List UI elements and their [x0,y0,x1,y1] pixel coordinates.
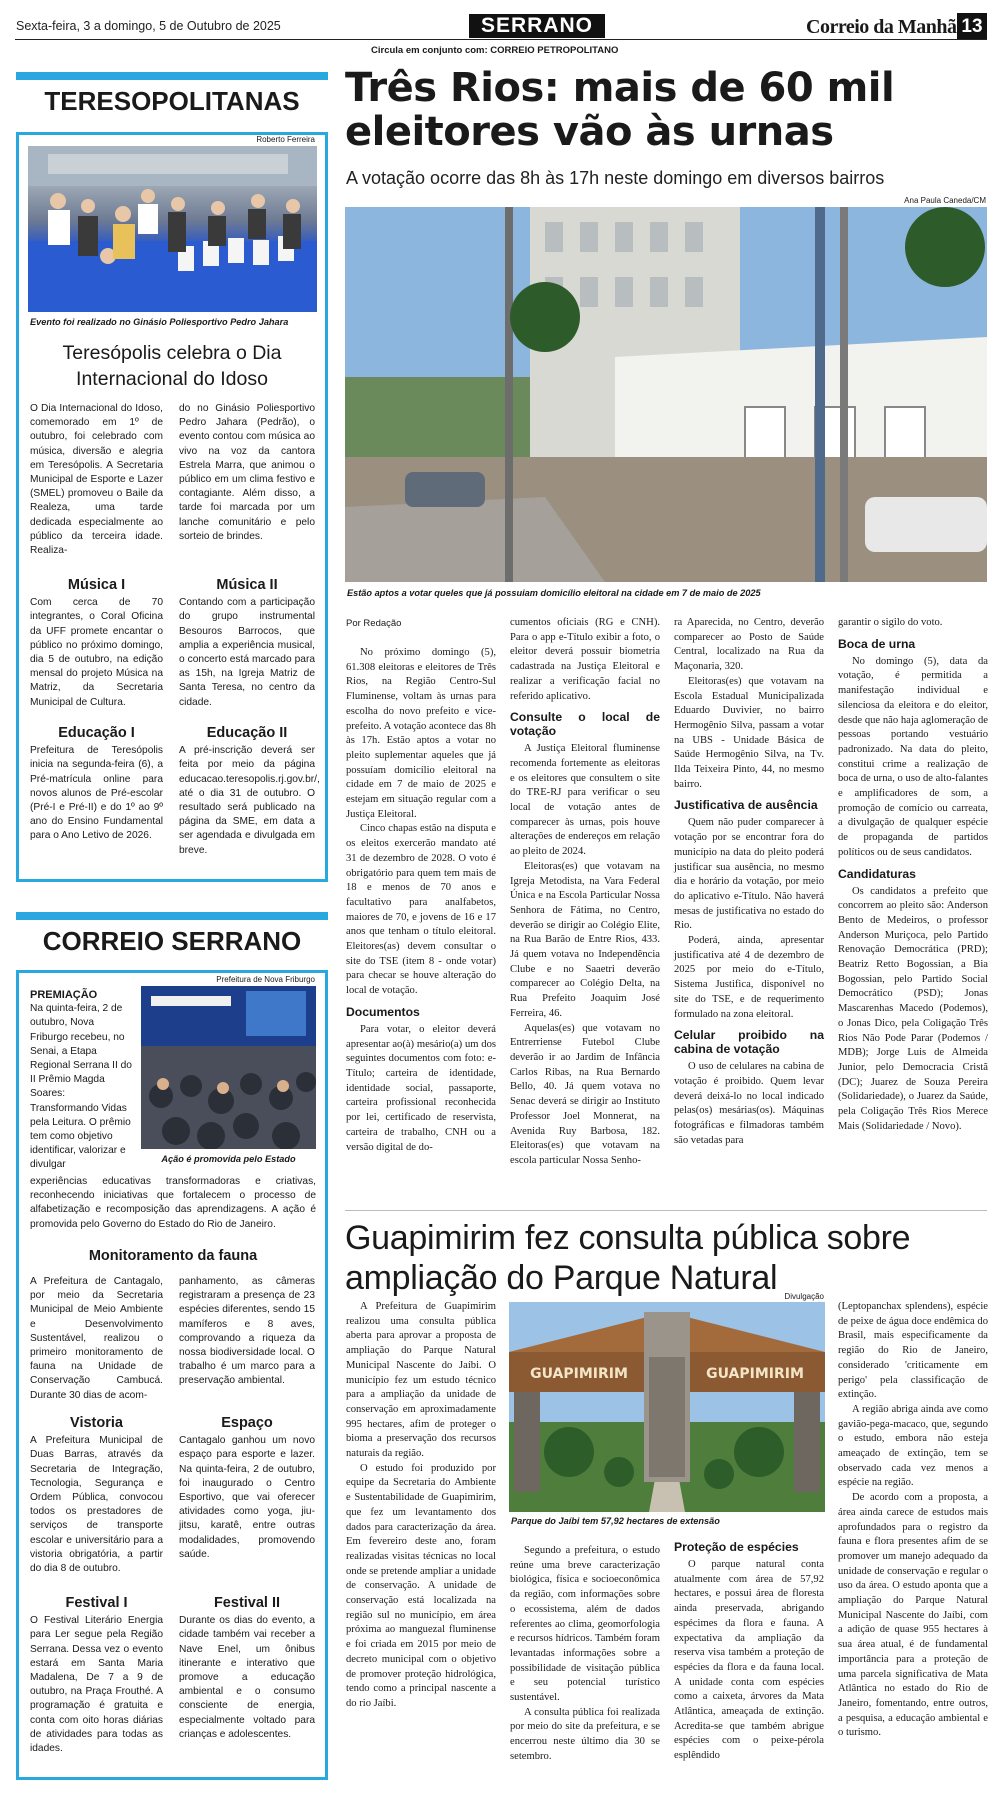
teresopolitanas-title: TERESOPOLITANAS [44,86,300,116]
photo-caption: Evento foi realizado no Ginásio Poliesportivo Pedro Jahara [30,317,289,327]
second-headline: Guapimirim fez consulta pública sobre ampliação do Parque Natural [345,1219,911,1297]
premiacao-brief-cont: experiências educativas transformadoras e criativas, reconhecendo iniciativas que fortalecem o processo de alfabetização e recomposição das aprendizagens. A ação é promovida pelo Governo do Estado do Rio de Janeiro. [30,1176,316,1230]
fauna-col-a: A Prefeitura de Cantagalo, por meio da Secretaria Municipal de Meio Ambiente e Desenvolvimento Sustentável, realizou o primeiro monitoramento de fauna na Unidade de Conservação Cambucá. Durante 30 dias de acom- [30,1276,163,1401]
header-rule [15,39,987,40]
idoso-headline: Teresópolis celebra o Dia Internacional do Idoso [62,342,282,390]
main-col-2: cumentos oficiais (RG e CNH). Para o app e-Título exibir a foto, o eleitor deverá possuir biometria cadastrada na Justiça Eleitoral e realizar a verificação facial no referido aplicativo. Consulte o local de votação A Justiça Eleitoral fluminense recomenda fortemente as eleitoras e os eleitores que consultem o site do TRE-RJ para verificar o seu local de votação antes de comparecer às urnas, pois houve alterações de endereços em relação ao pleito de 2024. Eleitoras(es) que votavam na Igreja Metodista, na Vara Federal Única e na Escola Particular Nossa Senhora de Fátima, no Centro, deverão se dirigir ao Colégio Elite, na Rua Barão de Entre Rios, 433. Já quem votava no Independência Clube e no Saaetri deverão comparecer ao Colégio Delta, na Rua Prefeito Joaquim José Ferreira, 46. Aquelas(es) que votavam no Entrerriense Futebol Clube deverão ir ao Jardim de Infância Carlos Ribas, na Rua Bernardo Bello, 40. Já quem votava no Senac deverá se dirigir ao Instituto Professor Joel Monnerat, na Avenida Ruy Barbosa, 182. Eleitoras(es) que votavam na escola particular Nossa Senho- [510,617,660,1166]
second-col-2: Segundo a prefeitura, o estudo reúne uma breve caracterização biológica, física e socioeconômica da região, com informações sobre o ecossistema, além de dados referentes ao clima, geomorfologia e recursos hídricos. Também foram levantadas informações sobre a possibilidade de visitação pública e seu potencial turístico sustentável. A consulta pública foi realizada por meio do site da prefeitura, e se encerrou neste último dia 30 se setembro. [510,1545,660,1762]
premiacao-photo [141,986,316,1149]
teresopolitanas-top-bar [16,72,328,80]
photo-credit: Roberto Ferreira [256,135,315,144]
photo-caption: Parque do Jaíbi tem 57,92 hectares de extensão [511,1516,720,1526]
brand-logo: Correio da Manhã [806,16,957,38]
second-col-3: Proteção de espécies O parque natural conta atualmente com área de 57,92 hectares, e possui área de floresta ainda preservada, abrigando espécimes da flora e fauna. A expectativa da ampliação da reserva visa também a proteção de espécies da flora e da fauna local. A unidade conta com espécies como a caixeta, árvores da Mata Atlântica, ameaçada de extinção. Acredita-se que também abrigue espécies com o peixe-pérola esplêndido [674,1540,824,1762]
tres-rios-street-photo [345,207,987,582]
educacao-i-brief: Educação I Prefeitura de Teresópolis inicia na segunda-feira (6), a Pré-matrícula online para novos alunos de Pré-escolar (Pré-I e Pré-II) e do 1º ao 9º ano do Ensino Fundamental para o Ano Letivo de 2026. [30,725,163,842]
fauna-col-b: panhamento, as câmeras registraram a presença de 23 espécies diferentes, sendo 15 mamíferos e 8 aves, comprovando a riqueza da nossa biodiversidade local. O trabalho é um marco para a preservação ambiental. [179,1276,315,1387]
idoso-event-photo [28,146,317,312]
musica-ii-brief: Música II Contando com a participação do grupo instrumental Besouros Barrocos, que amplia a experiência musical, o concerto está marcado para as 15h, na Igreja Matriz de Santa Teresa, no centro da cidade. [179,577,315,708]
main-col-4: garantir o sigilo do voto. Boca de urna No domingo (5), data da votação, é permitida a manifestação individual e silenciosa da eleitora e do eleitor, desde que não haja aglomeração de pessoas portando vestuário padronizado. Na data do pleito, constitui crime a realização de boca de urna, o uso de alto-falantes e amplificadores de som, a promoção de comício ou carreata, a divulgação de qualquer espécie de propaganda de partidos políticos ou de seus candidatos. Candidaturas Os candidatos a prefeito que concorrem ao pleito são: Anderson Bento de Medeiros, o professor Anderson Muriçoca, pelo Partido Renovação Democrática (PRD); Beatriz Retto Bogossian, a Bia Bogossian, pelo Partido Social Democrático (PSD); Jonas Mascarenhas Macedo (Podemos), o Jonas Dico, pela Coligação Três Rios Não Pode Parar (Podemos / MDB); Jorge Luis de Almeida Junior, pelo Democracia Cristã (DC); Juarez de Souza Pereira (Solidariedade), o Juarez da Saúde, pela Coligação Três Rios Merece Mais (Solidariedade / Novo). [838,617,988,1132]
photo-caption: Estão aptos a votar queles que já possuiam domicílio eleitoral na cidade em 7 de maio de 2025 [347,588,761,598]
idoso-lead-col-b: do no Ginásio Poliesportivo Pedro Jahara (Pedrão), o evento contou com música ao vivo na voz da cantora Estrela Marra, que animou o público em um clima festivo e contagiante. Além disso, a tarde foi marcada por um lanche comunitário e pelo sorteio de brindes. [179,403,315,542]
main-col-1: No próximo domingo (5), 61.308 eleitoras e eleitores de Três Rios, na Região Centro-Sul Fluminense, voltam às urnas para escolha do novo prefeito e vice-prefeito. A votação acontece das 8h às 17h. Estão aptos a votar no pleito suplementar aqueles que já possuíam domicílio eleitoral na cidade em 7 de maio de 2025 e estejam em situação regular com a Justiça Eleitoral. Cinco chapas estão na disputa e os eleitos exercerão mandato até 31 de dezembro de 2028. O voto é obrigatório para quem tem mais de 18 e menos de 70 anos e facultativo para analfabetos, maiores de 70, e jovens de 16 e 17 anos que tenham o título eleitoral. Eleitores(as) devem consultar o site do TSE (item 8 - onde votar) para checar se houve alteração do local de votação. Documentos Para votar, o eleitor deverá apresentar ao(à) mesário(a) um dos seguintes documentos com foto: e-Título; carteira de identidade, identidade social, passaporte, carteira profissional reconhecida por lei, certificado de reservista, carteira de trabalho, CNH ou a versão digital de do- [346,647,497,1153]
photo-credit: Divulgação [784,1292,824,1301]
premiacao-label: PREMIAÇÃO [30,989,98,1001]
fauna-title: Monitoramento da fauna [88,1248,258,1264]
park-sign-left: GUAPIMIRIM [530,1366,628,1382]
circulation-note: Circula em conjunto com: CORREIO PETROPOLITANO [371,45,619,56]
serrano-title: CORREIO SERRANO [42,926,302,956]
festival-i-brief: Festival I O Festival Literário Energia para Ler segue pela Região Serrana. Dessa vez o evento estará em Santa Maria Madalena, De 7 a 9 de outubro, na Praça Frouthé. A programação é gratuita e conta com oito horas diárias de atividades para todas as idades. [30,1595,163,1755]
musica-i-brief: Música I Com cerca de 70 integrantes, o Coral Oficina da UFF promete encantar o público no próximo domingo, dia 5 de outubro, na edição mensal do projeto Música na Matriz, da Secretaria Municipal de Cultura. [30,577,163,708]
educacao-ii-brief: Educação II A pré-inscrição deverá ser feita por meio da página educacao.teresopolis.rj.gov.br/, até o dia 31 de outubro. O resultado será publicado na página da SME, em data a ser agendada e divulgada em breve. [179,725,320,856]
main-subhead: A votação ocorre das 8h às 17h neste domingo em diversos bairros [346,168,885,188]
vistoria-brief: Vistoria A Prefeitura Municipal de Duas Barras, através da Secretaria de Integração, Tecnologia, Segurança e Ordem Pública, convocou todos os prestadores de serviços de transporte escolar e universitário para a vistoria obrigatória, a partir do dia 8 de outubro. [30,1415,163,1575]
second-col-4: (Leptopanchax splendens), espécie de peixe de água doce endêmica do Brasil, mais especificamente da região do Rio de Janeiro, considerado 'criticamente em perigo' pela classificação de extinção. A região abriga ainda ave como gavião-pega-macaco, que, segundo o estudo, embora não esteja ameaçado de extinção, tem se observado cada vez menos a espécie na região. De acordo com a proposta, a área ainda carece de estudos mais aprofundados para o registro da fauna e flora presentes afim de se promover um manejo adequado da unidade de conservação e regular o uso da área. O estudo aponta que a ampliação do Parque Natural Municipal Nascente do Jaíbi, com a adição de quase 955 hectares à sua área atual, é de fundamental importância para a proteção de uma parcela significativa de Mata Atlântica no estado do Rio de Janeiro, fomentando, entre outros, a pesquisa, a educação ambiental e o turismo. [838,1301,989,1739]
byline: Por Redação [346,618,402,629]
second-col-1: A Prefeitura de Guapimirim realizou uma consulta pública aberta para aprovar a proposta de ampliação do Parque Natural Municipal Nascente do Jaíbi. O município fez um estudo técnico para a ampliação da unidade de conservação em aproximadamente 995 hectares, afim de proteger o bioma a preservação dos recursos naturais da região. O estudo foi produzido por equipe da Secretaria do Ambiente e Sustentabilidade de Guapimirim, que fez um levantamento dos dados para caracterização da área. Em fevereiro deste ano, foram realizadas visitas técnicas no local onde se pretende ampliar a unidade de conservação. A unidade de conservação está localizada na região sul no município, em área próxima ao manguezal fluminense e foi criada em 2015 por meio de decreto municipal com o objetivo de promover proteção hidrológica, tendo como a principal nascente a do rio Jaíbi. [346,1301,496,1709]
festival-ii-brief: Festival II Durante os dias do evento, a cidade também vai receber a Nave Enel, um ônibus itinerante e interativo que promove a educação ambiental e o consumo consciente de energia, especialmente voltado para crianças e adolescentes. [179,1595,315,1740]
photo-credit: Prefeitura de Nova Friburgo [216,975,315,984]
header-date: Sexta-feira, 3 a domingo, 5 de Outubro de 2025 [16,19,281,33]
espaco-brief: Espaço Cantagalo ganhou um novo espaço para esporte e lazer. Na quinta-feira, 2 de outubro, foi inaugurado o Centro Esportivo, que vai oferecer atividades como yoga, jiu-jitsu, karatê, entre outras modalidades, promovendo saúde. [179,1415,315,1560]
photo-caption: Ação é promovida pelo Estado [161,1154,296,1164]
photo-credit: Ana Paula Caneda/CM [904,196,986,205]
page-number: 13 [957,13,987,40]
park-sign-right: GUAPIMIRIM [706,1366,804,1382]
main-col-3: ra Aparecida, no Centro, deverão comparecer ao Posto de Saúde Central, localizado na Rua da Maçonaria, 320. Eleitoras(es) que votavam na Escola Estadual Municipalizada Eduardo Duvivier, no bairro Hermogênio Silva, passam a votar na UBS - Unidade Básica de Saúde Hermogênio Silva, na Tv. Ilda Teixeira Pinto, 44, no mesmo bairro. Justificativa de ausência Quem não puder comparecer à votação por se encontrar fora do município na data do pleito poderá justificar sua ausência, no mesmo dia e horário da votação, por meio do aplicativo e-Título. Não haverá mesas de justificativa no estado do Rio. Poderá, ainda, apresentar justificativa até 4 de dezembro de 2025 por meio do e-Título, Sistema Justifica, disponível no site do TSE, e de requerimento formulado na zona eleitoral. Celular proibido na cabina de votação O uso de celulares na cabina de votação é proibido. Quem levar deverá deixá-lo no local indicado pelas(os) mesárias(os). Máquinas fotográficas e filmadoras também são vetadas para [674,617,824,1146]
section-tab: SERRANO [469,14,605,38]
park-gate-photo [509,1302,825,1512]
article-divider [345,1210,987,1211]
serrano-top-bar [16,912,328,920]
idoso-lead-col-a: O Dia Internacional do Idoso, comemorado em 1º de outubro, foi celebrado com música, diversão e alegria em Teresópolis. A Secretaria Municipal de Esporte e Lazer (SMEL) promoveu o Baile da Realeza, uma tarde dedicada especialmente ao público da terceira idade. Realiza- [30,403,163,557]
main-headline: Três Rios: mais de 60 mil eleitores vão às urnas [345,65,895,155]
premiacao-brief: PREMIAÇÃO Na quinta-feira, 2 de outubro, Nova Friburgo recebeu, no Senai, a Etapa Regional Serrana II do II Prêmio Magda Soares: Transformando Vidas pela Leitura. O prêmio tem como objetivo identificar, valorizar e divulgar [30,989,132,1171]
